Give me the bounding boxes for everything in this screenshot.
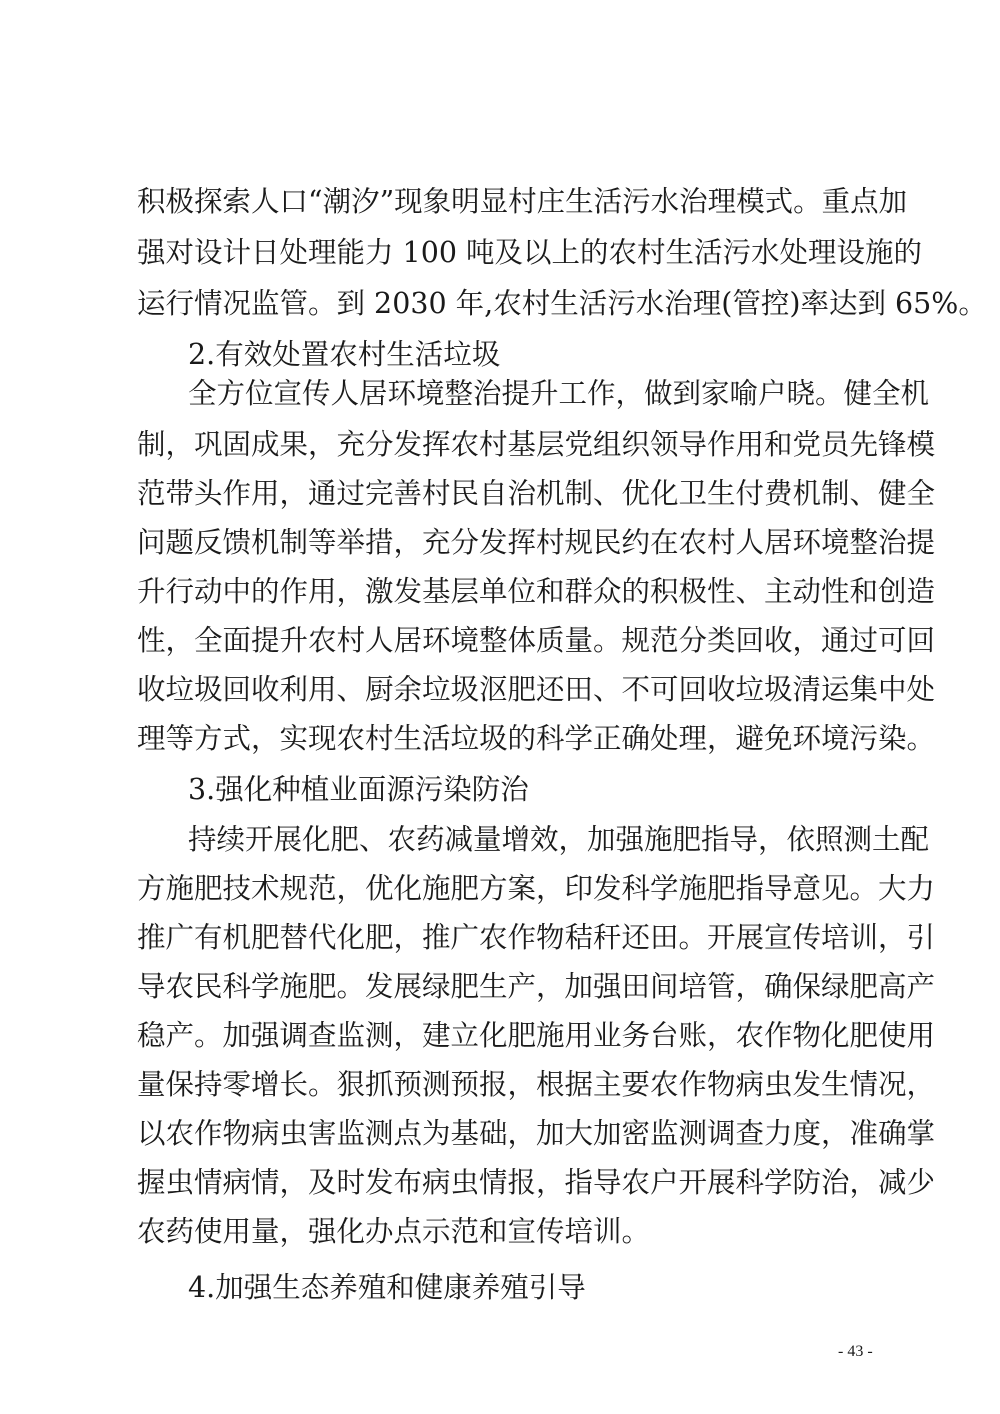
paragraph-first-line: 持续开展化肥、农药减量增效，加强施肥指导，依照测土配	[188, 823, 930, 856]
section-heading: 4.加强生态养殖和健康养殖引导	[188, 1271, 586, 1304]
body-text-line: 握虫情病情，及时发布病虫情报，指导农户开展科学防治，减少	[137, 1166, 936, 1199]
body-text-line: 导农民科学施肥。发展绿肥生产，加强田间培管，确保绿肥高产	[137, 970, 936, 1003]
body-text-line: 性，全面提升农村人居环境整体质量。规范分类回收，通过可回	[137, 624, 936, 657]
section-heading: 2.有效处置农村生活垃圾	[188, 338, 501, 371]
body-text-line: 问题反馈机制等举措，充分发挥村规民约在农村人居环境整治提	[137, 526, 936, 559]
body-text-line: 运行情况监管。到 2030 年,农村生活污水治理(管控)率达到 65%。	[137, 287, 987, 320]
body-text-line: 收垃圾回收利用、厨余垃圾沤肥还田、不可回收垃圾清运集中处	[137, 673, 936, 706]
body-text-line: 理等方式，实现农村生活垃圾的科学正确处理，避免环境污染。	[137, 722, 936, 755]
page-number: - 43 -	[838, 1343, 873, 1360]
body-text-line: 积极探索人口“潮汐”现象明显村庄生活污水治理模式。重点加	[137, 185, 908, 218]
paragraph-first-line: 全方位宣传人居环境整治提升工作，做到家喻户晓。健全机	[188, 377, 930, 410]
section-heading: 3.强化种植业面源污染防治	[188, 773, 529, 806]
body-text-line: 方施肥技术规范，优化施肥方案，印发科学施肥指导意见。大力	[137, 872, 936, 905]
body-text-line: 以农作物病虫害监测点为基础，加大加密监测调查力度，准确掌	[137, 1117, 936, 1150]
body-text-line: 推广有机肥替代化肥，推广农作物秸秆还田。开展宣传培训，引	[137, 921, 936, 954]
body-text-line: 范带头作用，通过完善村民自治机制、优化卫生付费机制、健全	[137, 477, 936, 510]
body-text-line: 农药使用量，强化办点示范和宣传培训。	[137, 1215, 651, 1248]
body-text-line: 量保持零增长。狠抓预测预报，根据主要农作物病虫发生情况，	[137, 1068, 936, 1101]
body-text-line: 升行动中的作用，激发基层单位和群众的积极性、主动性和创造	[137, 575, 936, 608]
body-text-line: 稳产。加强调查监测，建立化肥施用业务台账，农作物化肥使用	[137, 1019, 936, 1052]
body-text-line: 制，巩固成果，充分发挥农村基层党组织领导作用和党员先锋模	[137, 428, 936, 461]
body-text-line: 强对设计日处理能力 100 吨及以上的农村生活污水处理设施的	[137, 236, 923, 269]
